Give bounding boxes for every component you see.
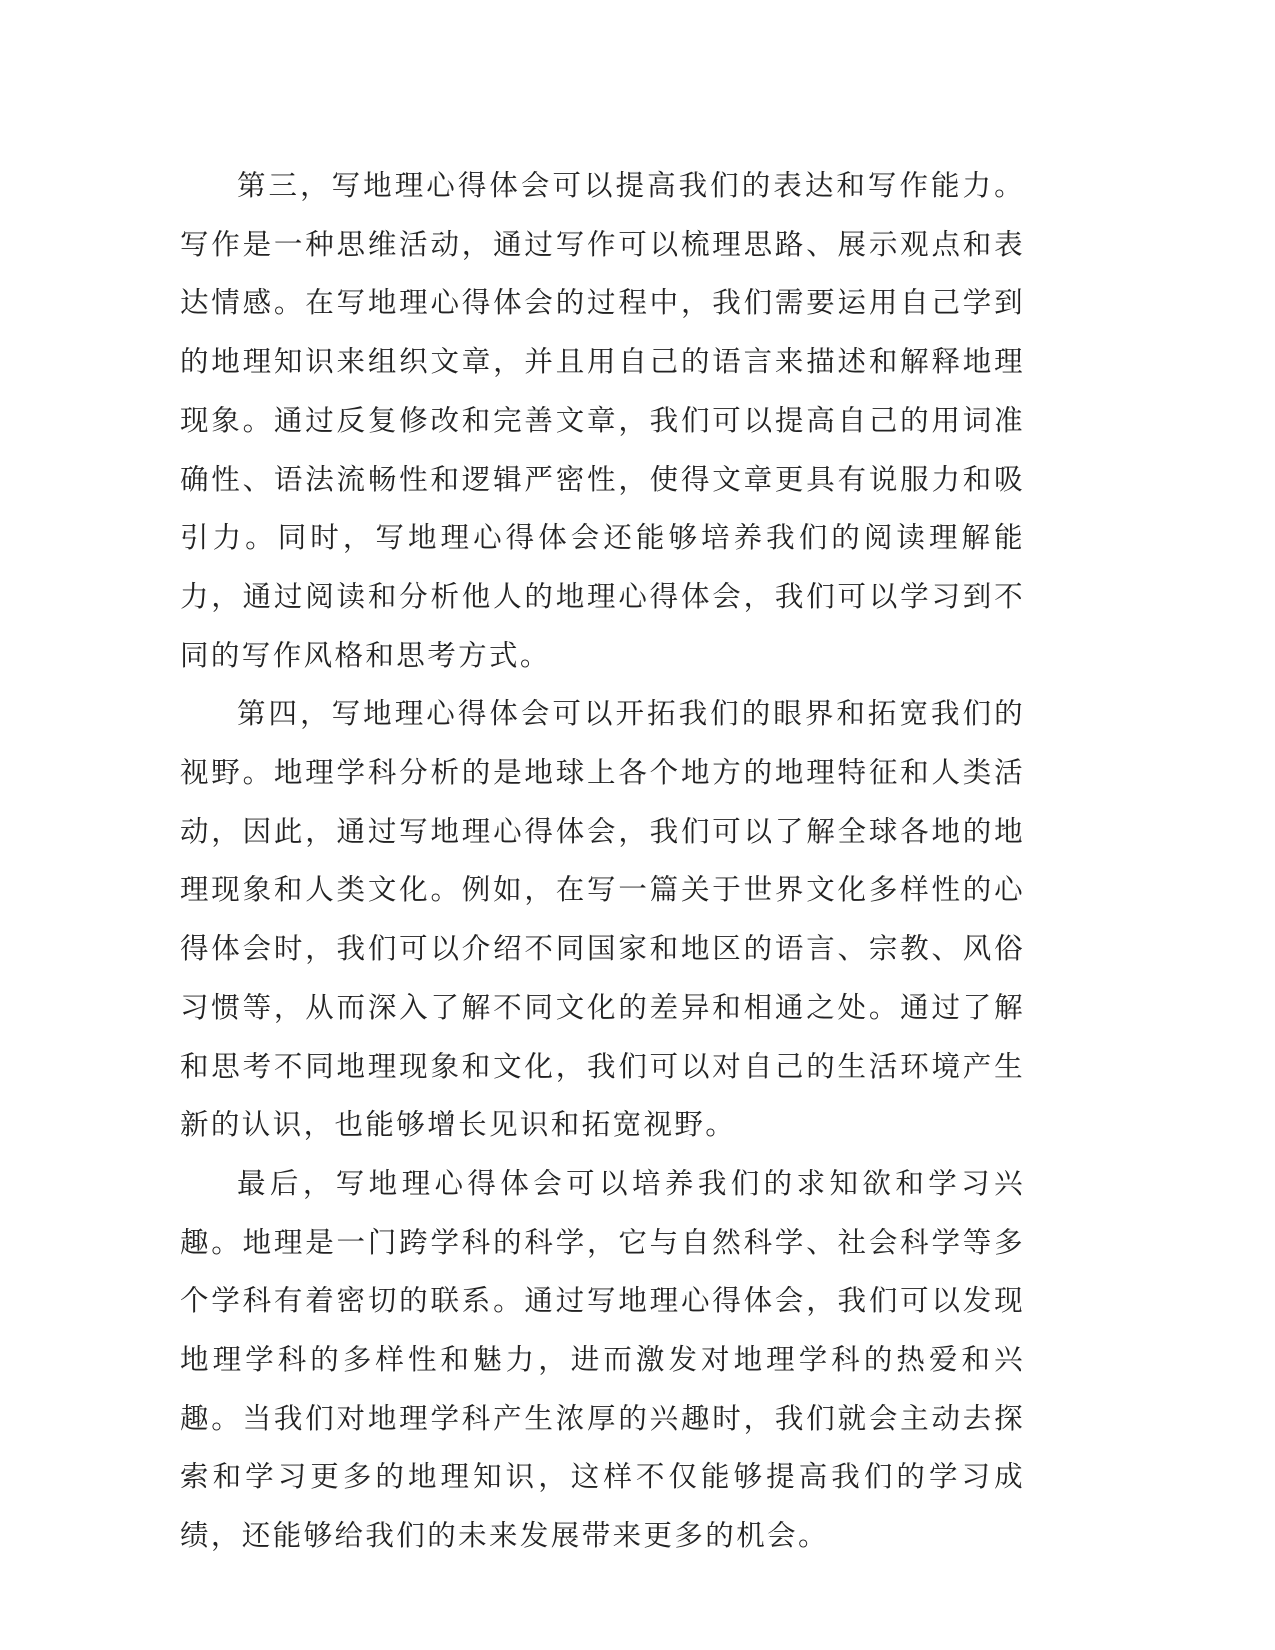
document-body [180,157,1025,1566]
paragraph-third-point: 第三，写地理心得体会可以提高我们的表达和写作能力。写作是一种思维活动，通过写作可以梳理思路、展示观点和表达情感。在写地理心得体会的过程中，我们需要运用自己学到的地理知识来组织文章，并且用自己的语言来描述和解释地理现象。通过反复修改和完善文章，我们可以提高自己的用词准确性、语法流畅性和逻辑严密性，使得文章更具有说服力和吸引力。同时，写地理心得体会还能够培养我们的阅读理解能力，通过阅读和分析他人的地理心得体会，我们可以学习到不同的写作风格和思考方式。 [180,169,1025,672]
paragraph-conclusion: 最后，写地理心得体会可以培养我们的求知欲和学习兴趣。地理是一门跨学科的科学，它与自然科学、社会科学等多个学科有着密切的联系。通过写地理心得体会，我们可以发现地理学科的多样性和魅力，进而激发对地理学科的热爱和兴趣。当我们对地理学科产生浓厚的兴趣时，我们就会主动去探索和学习更多的地理知识，这样不仅能够提高我们的学习成绩，还能够给我们的未来发展带来更多的机会。 [180,1166,1025,1553]
paragraph-fourth-point: 第四，写地理心得体会可以开拓我们的眼界和拓宽我们的视野。地理学科分析的是地球上各个地方的地理特征和人类活动，因此，通过写地理心得体会，我们可以了解全球各地的地理现象和人类文化。例如，在写一篇关于世界文化多样性的心得体会时，我们可以介绍不同国家和地区的语言、宗教、风俗习惯等，从而深入了解不同文化的差异和相通之处。通过了解和思考不同地理现象和文化，我们可以对自己的生活环境产生新的认识，也能够增长见识和拓宽视野。 [180,697,1025,1142]
